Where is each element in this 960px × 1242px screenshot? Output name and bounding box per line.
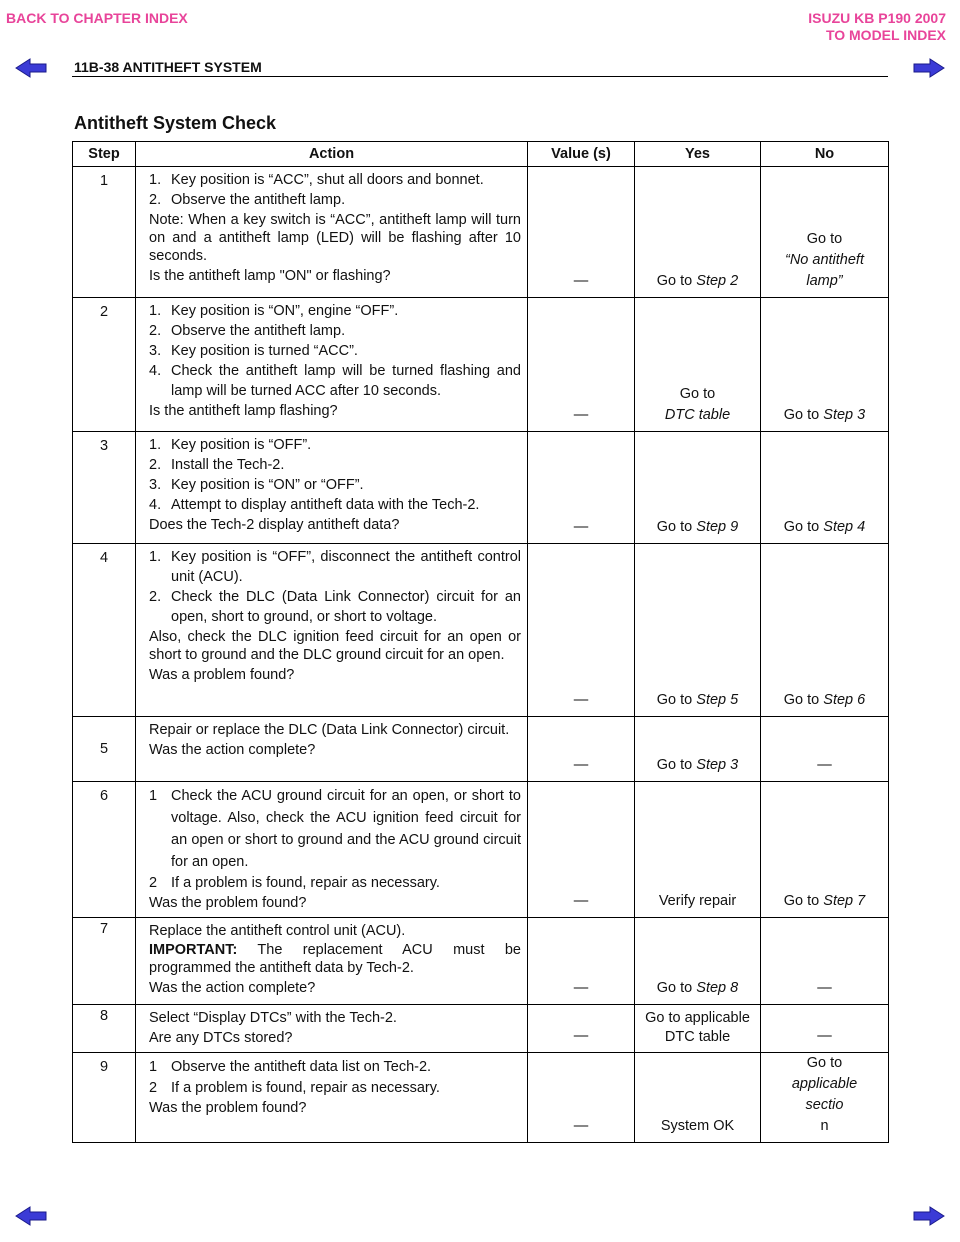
page-header-title: 11B-38 ANTITHEFT SYSTEM [74,59,262,75]
yes-cell: Go to Step 8 [635,918,761,1005]
next-page-arrow-bottom-icon[interactable] [912,1206,946,1226]
yes-cell: Go to applicable DTC table [635,1005,761,1053]
action-question: Are any DTCs stored? [149,1030,293,1046]
action-question: Is the antitheft lamp "ON" or flashing? [149,268,391,284]
value-cell: — [528,1053,635,1143]
action-note: Also, check the DLC ignition feed circuit for an open or short to ground and the DLC ground circuit for an open. [149,629,521,663]
action-question: Was the action complete? [149,742,316,758]
no-cell: Go to Step 7 [761,782,889,918]
action-question: Was the action complete? [149,980,316,996]
action-cell [136,432,528,544]
step-number: 6 [73,782,136,918]
no-cell: — [761,918,889,1005]
col-header-action: Action [136,142,528,167]
section-link[interactable]: “No antitheft [785,252,864,268]
action-cell [136,1053,528,1143]
table-row [73,298,889,432]
value-cell: — [528,544,635,717]
table-row [73,717,889,782]
table-header-row [73,142,889,167]
action-cell [136,1005,528,1053]
prev-page-arrow-bottom-icon[interactable] [14,1206,48,1226]
dtc-table-link[interactable]: DTC table [664,1029,731,1045]
yes-cell: Go to Step 5 [635,544,761,717]
step-link[interactable]: Step 9 [696,519,739,535]
action-cell [136,298,528,432]
action-item: 4. Check the antitheft lamp will be turned flashing and lamp will be turned ACC after 10 seconds. [149,363,521,399]
action-item: 2. Check the DLC (Data Link Connector) circuit for an open, short to ground, or short to voltage. [149,589,521,625]
action-item: 1 Check the ACU ground circuit for an open, or short to voltage. Also, check the ACU ignition feed circuit for an open or short to ground and the ACU ground circuit for an open. [149,788,521,870]
action-text: Select “Display DTCs” with the Tech-2. [149,1010,397,1026]
important-label: IMPORTANT: [149,942,238,958]
yes-cell: Go to Step 3 [635,717,761,782]
step-link[interactable]: Step 4 [823,519,866,535]
back-to-chapter-index-link[interactable]: BACK TO CHAPTER INDEX [6,10,188,26]
header-divider [72,76,888,77]
no-cell: — [761,1005,889,1053]
section-title: Antitheft System Check [74,113,277,133]
step-number: 2 [73,298,136,432]
value-cell: — [528,717,635,782]
action-cell [136,544,528,717]
step-number: 7 [73,918,136,1005]
step-link[interactable]: Step 5 [696,692,739,708]
no-cell: Go to Step 6 [761,544,889,717]
step-link[interactable]: Step 8 [696,980,739,996]
action-item: 3. Key position is “ON” or “OFF”. [149,477,364,493]
value-cell: — [528,167,635,298]
col-header-step: Step [73,142,136,167]
step-number: 9 [73,1053,136,1143]
to-model-index-link[interactable] [808,10,946,44]
next-page-arrow-icon[interactable] [912,58,946,78]
action-text: Replace the antitheft control unit (ACU). [149,923,406,939]
step-number: 1 [73,167,136,298]
col-header-no: No [761,142,889,167]
action-item: 2. Install the Tech-2. [149,457,285,473]
action-question: Was the problem found? [149,1100,307,1116]
action-question: Was a problem found? [149,667,295,683]
value-cell: — [528,298,635,432]
no-cell: Go to Step 3 [761,298,889,432]
action-note: Note: When a key switch is “ACC”, antitheft lamp will turn on and a antitheft lamp (LED) will be flashing after 10 seconds. [149,212,521,264]
no-cell: — [761,717,889,782]
value-cell: — [528,918,635,1005]
no-cell: Go to applicable sectio n [761,1053,889,1143]
step-link[interactable]: Step 6 [823,692,866,708]
yes-cell: Go to Step 2 [635,167,761,298]
step-link[interactable]: Step 3 [696,757,739,773]
action-cell [136,717,528,782]
model-link-line-1: ISUZU KB P190 2007 [808,10,946,26]
step-link[interactable]: Step 7 [823,893,866,909]
yes-cell: Verify repair [635,782,761,918]
action-item: 2 If a problem is found, repair as necessary. [149,875,440,891]
antitheft-check-table [72,141,889,1143]
action-cell [136,167,528,298]
no-cell: Go to “No antitheft lamp” [761,167,889,298]
action-question: Was the problem found? [149,895,307,911]
action-item: 2. Observe the antitheft lamp. [149,323,346,339]
model-link-line-2: TO MODEL INDEX [825,27,946,43]
action-item: 1. Key position is “ON”, engine “OFF”. [149,303,399,319]
important-note: IMPORTANT: The replacement ACU must be programmed the antitheft data by Tech-2. [149,942,521,976]
action-item: 2 If a problem is found, repair as necessary. [149,1080,440,1096]
step-link[interactable]: Step 2 [696,273,739,289]
section-link[interactable]: applicable [791,1076,858,1092]
step-number: 4 [73,544,136,717]
no-cell: Go to Step 4 [761,432,889,544]
col-header-value: Value (s) [528,142,635,167]
action-item: 1 Observe the antitheft data list on Tech-2. [149,1059,432,1075]
action-item: 3. Key position is turned “ACC”. [149,343,358,359]
table-row [73,432,889,544]
step-number: 3 [73,432,136,544]
table-row [73,1005,889,1053]
action-cell [136,918,528,1005]
table-row [73,918,889,1005]
step-number: 8 [73,1005,136,1053]
value-cell: — [528,1005,635,1053]
dtc-table-link[interactable]: DTC table [664,407,731,423]
action-text: Repair or replace the DLC (Data Link Connector) circuit. [149,722,510,738]
value-cell: — [528,432,635,544]
yes-cell: Go to DTC table [635,298,761,432]
action-item: 2. Observe the antitheft lamp. [149,192,346,208]
col-header-yes: Yes [635,142,761,167]
yes-cell: System OK [635,1053,761,1143]
step-link[interactable]: Step 3 [823,407,866,423]
action-item: 4. Attempt to display antitheft data with the Tech-2. [149,497,480,513]
step-number: 5 [73,717,136,782]
action-item: 1. Key position is “OFF”. [149,437,312,453]
action-cell [136,782,528,918]
table-row [73,544,889,717]
action-item: 1. Key position is “ACC”, shut all doors and bonnet. [149,172,484,188]
table-row [73,167,889,298]
action-item: 1. Key position is “OFF”, disconnect the antitheft control unit (ACU). [149,549,521,585]
yes-cell: Go to Step 9 [635,432,761,544]
table-row [73,1053,889,1143]
action-question: Does the Tech-2 display antitheft data? [149,517,400,533]
value-cell: — [528,782,635,918]
prev-page-arrow-icon[interactable] [14,58,48,78]
table-row [73,782,889,918]
action-question: Is the antitheft lamp flashing? [149,403,338,419]
